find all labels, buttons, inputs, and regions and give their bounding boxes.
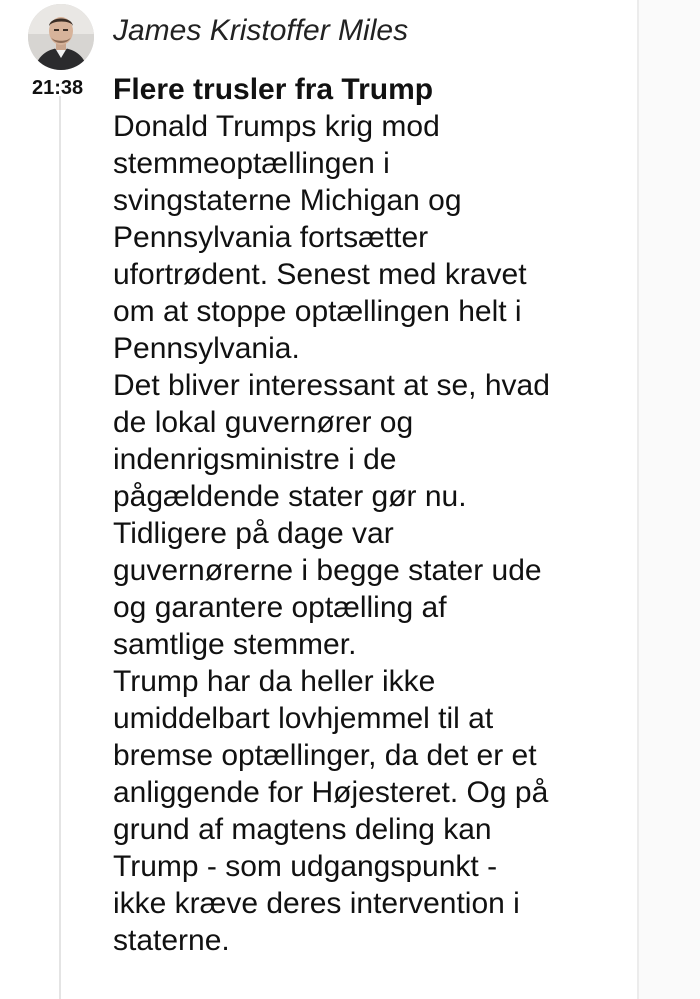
post-text-line: de lokal guvernører og (113, 406, 414, 439)
post-text-line: samtlige stemmer. (113, 628, 357, 661)
right-divider (637, 0, 639, 999)
avatar-photo-icon (28, 4, 94, 70)
post-text-line: om at stoppe optællingen helt i (113, 295, 522, 328)
post-text-line: guvernørerne i begge stater ude (113, 554, 542, 587)
post-text-line: grund af magtens deling kan (113, 813, 492, 846)
right-panel-edge (639, 0, 700, 999)
post-text-line: Pennsylvania. (113, 332, 300, 365)
post-text-line: indenrigsministre i de (113, 443, 397, 476)
timeline-line (59, 96, 61, 999)
post-text-line: staterne. (113, 924, 230, 957)
post-text-line: ikke kræve deres intervention i (113, 887, 520, 920)
post-timestamp: 21:38 (32, 77, 84, 99)
post-text-line: bremse optællinger, da det er et (113, 739, 537, 772)
post-text-line: anliggende for Højesteret. Og på (113, 776, 549, 809)
post-text-line: og garantere optælling af (113, 591, 447, 624)
post-text-line: Donald Trumps krig mod (113, 110, 440, 143)
post-text-line: svingstaterne Michigan og (113, 184, 462, 217)
post-text-line: stemmeoptællingen i (113, 147, 390, 180)
post-body (113, 71, 633, 959)
post-text-line: umiddelbart lovhjemmel til at (113, 702, 494, 735)
post-text-line: Det bliver interessant at se, hvad (113, 369, 550, 402)
post-text-line: ufortrødent. Senest med kravet (113, 258, 527, 291)
post-text-line: Trump - som udgangspunkt - (113, 850, 498, 883)
post-text-line: Tidligere på dage var (113, 517, 394, 550)
post-text-line: pågældende stater gør nu. (113, 480, 467, 513)
post-text-line: Trump har da heller ikke (113, 665, 436, 698)
post-title: Flere trusler fra Trump (113, 73, 434, 106)
author-avatar[interactable] (28, 4, 94, 70)
post-text-line: Pennsylvania fortsætter (113, 221, 429, 254)
author-name[interactable]: James Kristoffer Miles (113, 14, 409, 47)
